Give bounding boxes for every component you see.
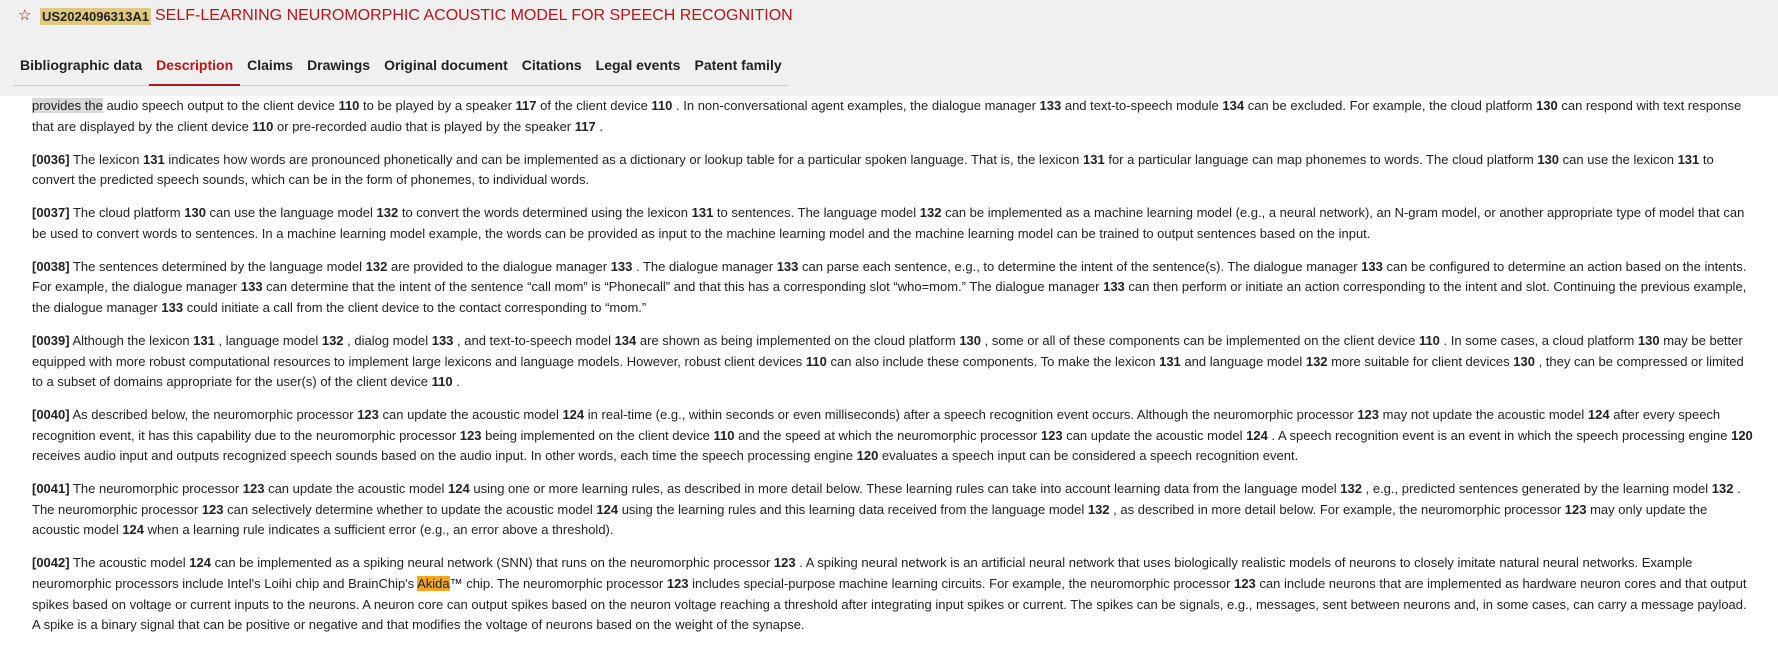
paragraph-text: can selectively determine whether to update the acoustic model [223, 501, 597, 517]
paragraph-text: includes special-purpose machine learning circuits. For example, the neuromorphic processor [688, 576, 1235, 592]
paragraph-text: may only update the acoustic model [32, 501, 1708, 538]
reference-numeral: 133 [161, 299, 184, 315]
paragraph-text: using one or more learning rules, as described in more detail below. These learning rules can take into account learning data from the language model [469, 481, 1341, 497]
reference-numeral: 132 [365, 258, 388, 274]
reference-numeral: 134 [614, 332, 637, 348]
reference-numeral: 132 [1711, 481, 1734, 497]
reference-numeral: 131 [143, 151, 165, 167]
paragraph-text: in real-time (e.g., within seconds or even milliseconds) after a speech recognition event occurs. Although the neuromorphic processor [584, 407, 1358, 423]
search-highlight: Akida [417, 576, 450, 592]
paragraph-number: [0041] [32, 481, 70, 497]
tab-patent-family[interactable]: Patent family [687, 54, 788, 86]
tab-citations[interactable]: Citations [515, 54, 589, 86]
paragraph-text: after every speech recognition event, it has this capability due to the neuromorphic processor [32, 407, 1721, 443]
paragraph-text: , as described in more detail below. For example, the neuromorphic processor [1109, 501, 1565, 517]
paragraph-text: could initiate a call from the client device to the contact corresponding to “mom.” [183, 299, 647, 315]
paragraph-text: The lexicon [69, 151, 144, 167]
paragraph-text: can be excluded. For example, the cloud platform [1244, 98, 1537, 113]
reference-numeral: 130 [1537, 151, 1560, 167]
reference-numeral: 110 [431, 374, 453, 390]
patent-number: US2024096313A1 [42, 8, 149, 24]
paragraph-text: , and text-to-speech model [453, 332, 615, 348]
description-paragraph [32, 553, 1754, 635]
reference-numeral: 130 [1513, 353, 1535, 369]
paragraph-text: . In non-conversational agent examples, the dialogue manager [672, 98, 1040, 113]
description-paragraph [32, 405, 1754, 467]
reference-numeral: 133 [1103, 279, 1125, 295]
reference-numeral: 110 [338, 98, 360, 113]
paragraph-text: to convert the words determined using the lexicon [398, 205, 692, 221]
paragraph-text: to be played by a speaker [359, 98, 516, 113]
reference-numeral: 124 [1246, 427, 1268, 443]
tab-drawings[interactable]: Drawings [300, 54, 377, 86]
reference-numeral: 110 [651, 98, 673, 113]
reference-numeral: 110 [805, 353, 827, 369]
paragraph-number: [0040] [32, 407, 70, 423]
paragraph-number: [0039] [32, 332, 70, 348]
reference-numeral: 123 [1040, 427, 1063, 443]
reference-numeral: 133 [240, 279, 263, 295]
paragraph-text: and text-to-speech module [1061, 98, 1223, 113]
paragraph-text: . The neuromorphic processor [32, 481, 1741, 517]
reference-numeral: 132 [919, 205, 942, 221]
paragraph-text: . The dialogue manager [632, 258, 777, 274]
paragraph-text: when a learning rule indicates a sufficient error (e.g., an error above a threshold). [144, 522, 614, 538]
paragraph-text: are shown as being implemented on the cloud platform [636, 332, 960, 348]
reference-numeral: 132 [321, 332, 344, 348]
paragraph-text: can respond with text response that are displayed by the client device [32, 98, 1742, 134]
reference-numeral: 123 [1564, 501, 1587, 517]
tab-original-document[interactable]: Original document [377, 54, 515, 86]
paragraph-text: . [595, 118, 603, 134]
paragraph-text: may be better equipped with more robust computational resources to implement large lexicons and language models. However, robust client devices [32, 332, 1743, 369]
description-paragraph [32, 257, 1754, 319]
paragraph-text: being implemented on the client device [481, 427, 714, 443]
tab-legal-events[interactable]: Legal events [589, 54, 688, 86]
paragraph-text: more suitable for client devices [1327, 353, 1514, 369]
reference-numeral: 133 [1361, 258, 1383, 274]
paragraph-text: can be implemented as a machine learning model (e.g., a neural network), an N-gram model, or another appropriate type of model that can be used to convert words to sentences. In a machine learning model example, the words can be provided as input to the machine learning model and the machine learning model can be trained to output sentences based on the input. [32, 205, 1745, 241]
paragraph-number: [0042] [32, 555, 70, 571]
star-outline-icon[interactable]: ☆ [18, 7, 32, 24]
tab-bibliographic-data[interactable]: Bibliographic data [13, 54, 149, 86]
paragraph-number: [0036] [32, 151, 70, 167]
paragraph-text: and language model [1180, 353, 1306, 369]
paragraph-text: receives audio input and outputs recognized speech sounds based on the audio input. In other words, each time the speech processing engine [32, 448, 857, 464]
paragraph-text: , dialog model [343, 332, 432, 348]
paragraph-number: [0037] [32, 205, 70, 221]
paragraph-text: using the learning rules and this learning data received from the language model [618, 501, 1088, 517]
reference-numeral: 110 [252, 118, 274, 134]
paragraph-text: , they can be compressed or limited to a subset of domains appropriate for the user(s) of the client device [32, 353, 1744, 390]
reference-numeral: 130 [184, 205, 206, 221]
paragraph-text: can parse each sentence, e.g., to determine the intent of the sentence(s). The dialogue manager [798, 258, 1362, 274]
reference-numeral: 124 [448, 481, 470, 497]
paragraph-text: of the client device [536, 98, 652, 113]
reference-numeral: 123 [242, 481, 265, 497]
reference-numeral: 123 [357, 407, 379, 423]
reference-numeral: 132 [1340, 481, 1362, 497]
reference-numeral: 124 [1587, 407, 1610, 423]
reference-numeral: 130 [1536, 98, 1558, 113]
paragraph-text: to sentences. The language model [713, 205, 920, 221]
description-paragraph [32, 203, 1754, 244]
reference-numeral: 134 [1222, 98, 1245, 113]
paragraph-text: evaluates a speech input can be considered a speech recognition event. [878, 448, 1299, 464]
text-selection: provides the [32, 98, 103, 113]
paragraph-text: indicates how words are pronounced phonetically and can be implemented as a dictionary or lookup table for a particular spoken language. That is, the lexicon [164, 151, 1084, 167]
reference-numeral: 124 [562, 407, 585, 423]
paragraph-text: Although the lexicon [69, 332, 194, 348]
paragraph-text: . A spiking neural network is an artificial neural network that uses biologically realistic models of neurons to closely imitate natural neural networks. Example neuromorphic processors include Intel's Loihi chip and BrainChip's [32, 555, 1693, 592]
paragraph-number: [0038] [32, 258, 70, 274]
paragraph-text: can determine that the intent of the sentence “call mom” is “Phonecall” and that this has a corresponding slot “who=mom.” The dialogue manager [262, 279, 1104, 295]
paragraph-text: can use the lexicon [1559, 151, 1678, 167]
paragraph-text: and the speed at which the neuromorphic processor [734, 427, 1041, 443]
reference-numeral: 117 [515, 98, 537, 113]
tab-claims[interactable]: Claims [240, 54, 300, 86]
paragraph-text: can update the acoustic model [378, 407, 563, 423]
description-paragraph [32, 150, 1754, 191]
paragraph-text: ™ chip. The neuromorphic processor [449, 576, 667, 592]
reference-numeral: 131 [691, 205, 714, 221]
paragraph-text: , some or all of these components can be implemented on the client device [981, 332, 1419, 348]
paragraph-text: for a particular language can map phonemes to words. The cloud platform [1104, 151, 1538, 167]
paragraph-text: can also include these components. To make the lexicon [826, 353, 1160, 369]
description-paragraph [32, 96, 1754, 137]
paragraph-text: The cloud platform [69, 205, 185, 221]
reference-numeral: 123 [459, 427, 482, 443]
paragraph-text: to convert the predicted speech sounds, which can be in the form of phonemes, to individual words. [32, 151, 1714, 188]
reference-numeral: 132 [376, 205, 399, 221]
reference-numeral: 110 [1418, 332, 1440, 348]
reference-numeral: 130 [1637, 332, 1660, 348]
reference-numeral: 110 [713, 427, 735, 443]
patent-title: SELF-LEARNING NEUROMORPHIC ACOUSTIC MODEL FOR SPEECH RECOGNITION [154, 7, 793, 24]
paragraph-text: can be implemented as a spiking neural network (SNN) that runs on the neuromorphic processor [211, 555, 774, 571]
reference-numeral: 133 [776, 258, 799, 274]
reference-numeral: 123 [1357, 407, 1380, 423]
description-paragraph [32, 331, 1754, 393]
document-tabs [13, 54, 789, 86]
paragraph-text: . A speech recognition event is an event in which the speech processing engine [1267, 427, 1732, 443]
patent-header [0, 0, 1778, 96]
reference-numeral: 120 [856, 448, 879, 464]
reference-numeral: 117 [574, 118, 596, 134]
paragraph-text: are provided to the dialogue manager [387, 258, 611, 274]
reference-numeral: 123 [773, 555, 796, 571]
reference-numeral: 133 [610, 258, 633, 274]
paragraph-text: can use the language model [205, 205, 377, 221]
reference-numeral: 131 [193, 332, 215, 348]
reference-numeral: 132 [1087, 501, 1110, 517]
reference-numeral: 123 [666, 576, 689, 592]
paragraph-text: , language model [214, 332, 322, 348]
description-content [0, 96, 1778, 654]
paragraph-text: . [452, 374, 460, 390]
paragraph-text: can update the acoustic model [264, 481, 449, 497]
paragraph-text: The acoustic model [69, 555, 190, 571]
reference-numeral: 131 [1159, 353, 1181, 369]
paragraph-text: The neuromorphic processor [69, 481, 243, 497]
description-text [0, 96, 1754, 636]
reference-numeral: 124 [122, 522, 145, 538]
description-paragraph [32, 479, 1754, 541]
paragraph-text: The sentences determined by the language model [69, 258, 366, 274]
reference-numeral: 133 [431, 332, 454, 348]
reference-numeral: 133 [1039, 98, 1062, 113]
paragraph-text: As described below, the neuromorphic processor [69, 407, 358, 423]
paragraph-text: can be configured to determine an action based on the intents. For example, the dialogue manager [32, 258, 1747, 295]
reference-numeral: 124 [596, 501, 619, 517]
reference-numeral: 131 [1083, 151, 1105, 167]
paragraph-text: audio speech output to the client device [102, 98, 339, 113]
reference-numeral: 131 [1677, 151, 1700, 167]
reference-numeral: 123 [1234, 576, 1256, 592]
paragraph-text: can update the acoustic model [1062, 427, 1247, 443]
paragraph-text: can then perform or initiate an action corresponding to the intent and slot. Continuing the previous example, the dialogue manager [32, 279, 1747, 315]
paragraph-text: or pre-recorded audio that is played by the speaker [273, 118, 575, 134]
reference-numeral: 130 [959, 332, 982, 348]
paragraph-text: , e.g., predicted sentences generated by the learning model [1362, 481, 1712, 497]
reference-numeral: 132 [1305, 353, 1328, 369]
tab-description[interactable]: Description [149, 54, 240, 86]
reference-numeral: 120 [1731, 427, 1753, 443]
paragraph-text: can include neurons that are implemented as hardware neuron cores and that output spikes based on voltage or current inputs to the neurons. A neuron core can output spikes based on the neuron voltage reaching a threshold after integrating input spikes or current. The spikes can be signals, e.g., messages, sent between neurons and, in some cases, can carry a message payload. A spike is a binary signal that can be positive or negative and that modifies the voltage of neurons based on the weight of the synapse. [32, 576, 1747, 633]
reference-numeral: 123 [201, 501, 224, 517]
reference-numeral: 124 [189, 555, 211, 571]
title-row [18, 7, 793, 25]
paragraph-text: may not update the acoustic model [1379, 407, 1588, 423]
paragraph-text: . In some cases, a cloud platform [1439, 332, 1638, 348]
